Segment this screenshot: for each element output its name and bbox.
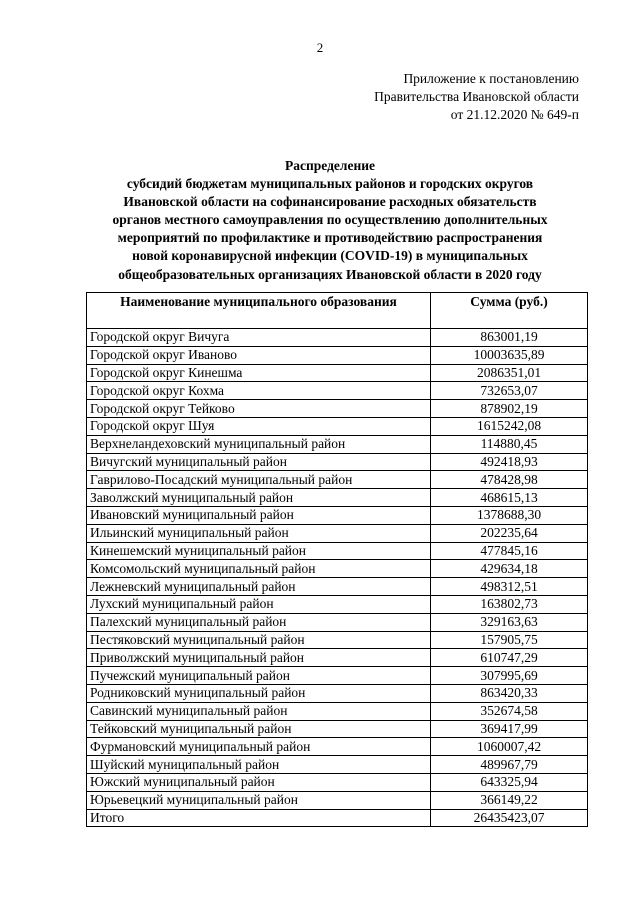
- amount-cell: 163802,73: [431, 595, 588, 613]
- appendix-line-1: Приложение к постановлению: [403, 71, 579, 86]
- municipality-name-cell: Итого: [87, 809, 431, 827]
- table-row: [87, 720, 588, 738]
- amount-cell: 1615242,08: [431, 417, 588, 435]
- municipality-name-cell: Городской округ Кохма: [87, 382, 431, 400]
- table-row: [87, 489, 588, 507]
- amount-cell: 468615,13: [431, 489, 588, 507]
- municipality-name-cell: Савинский муниципальный район: [87, 702, 431, 720]
- table-row: [87, 471, 588, 489]
- municipality-name-cell: Ивановский муниципальный район: [87, 506, 431, 524]
- amount-cell: 477845,16: [431, 542, 588, 560]
- table-row: [87, 809, 588, 827]
- municipality-name-cell: Лухский муниципальный район: [87, 595, 431, 613]
- title-line-1: Распределение: [284, 158, 376, 173]
- amount-cell: 863001,19: [431, 329, 588, 347]
- title-line-6: новой коронавирусной инфекции (COVID-19) в муниципальных: [132, 248, 528, 264]
- municipality-name-cell: Кинешемский муниципальный район: [87, 542, 431, 560]
- amount-cell: 732653,07: [431, 382, 588, 400]
- municipality-name-cell: Гаврилово-Посадский муниципальный район: [87, 471, 431, 489]
- table-row: [87, 702, 588, 720]
- amount-cell: 610747,29: [431, 649, 588, 667]
- appendix-line-2: Правительства Ивановской области: [374, 89, 579, 104]
- amount-cell: 366149,22: [431, 791, 588, 809]
- table-row: [87, 560, 588, 578]
- table-row: [87, 613, 588, 631]
- table-body: [87, 329, 588, 827]
- municipality-name-cell: Пестяковский муниципальный район: [87, 631, 431, 649]
- table-row: [87, 791, 588, 809]
- title-line-5: мероприятий по профилактике и противодействию распространения: [117, 230, 543, 246]
- municipality-name-cell: Юрьевецкий муниципальный район: [87, 791, 431, 809]
- table-row: [87, 524, 588, 542]
- table-row: [87, 667, 588, 685]
- header-name: Наименование муниципального образования: [87, 293, 431, 329]
- table-row: [87, 364, 588, 382]
- municipality-name-cell: Городской округ Иваново: [87, 346, 431, 364]
- amount-cell: 478428,98: [431, 471, 588, 489]
- table-row: [87, 382, 588, 400]
- table-header-row: [87, 293, 588, 329]
- amount-cell: 429634,18: [431, 560, 588, 578]
- municipality-name-cell: Палехский муниципальный район: [87, 613, 431, 631]
- amount-cell: 489967,79: [431, 756, 588, 774]
- table-row: [87, 435, 588, 453]
- amount-cell: 369417,99: [431, 720, 588, 738]
- distribution-table: [86, 292, 588, 827]
- table-row: [87, 684, 588, 702]
- amount-cell: 1060007,42: [431, 738, 588, 756]
- municipality-name-cell: Городской округ Шуя: [87, 417, 431, 435]
- title-line-2: субсидий бюджетам муниципальных районов и городских округов: [126, 176, 534, 192]
- municipality-name-cell: Комсомольский муниципальный район: [87, 560, 431, 578]
- title-line-7: общеобразовательных организациях Ивановской области в 2020 году: [118, 266, 542, 282]
- amount-cell: 26435423,07: [431, 809, 588, 827]
- amount-cell: 202235,64: [431, 524, 588, 542]
- title-line-3: Ивановской области на софинансирование расходных обязательств: [123, 194, 537, 210]
- amount-cell: 878902,19: [431, 400, 588, 418]
- table-row: [87, 738, 588, 756]
- title-line-4: органов местного самоуправления по осуществлению дополнительных: [112, 212, 548, 228]
- table-row: [87, 417, 588, 435]
- municipality-name-cell: Фурмановский муниципальный район: [87, 738, 431, 756]
- municipality-name-cell: Верхнеландеховский муниципальный район: [87, 435, 431, 453]
- municipality-name-cell: Городской округ Тейково: [87, 400, 431, 418]
- municipality-name-cell: Лежневский муниципальный район: [87, 578, 431, 596]
- table-row: [87, 400, 588, 418]
- appendix-line-3: от 21.12.2020 № 649-п: [450, 107, 579, 122]
- page-number: 2: [316, 40, 324, 55]
- appendix-reference: [374, 70, 579, 124]
- municipality-name-cell: Тейковский муниципальный район: [87, 720, 431, 738]
- amount-cell: 863420,33: [431, 684, 588, 702]
- municipality-name-cell: Ильинский муниципальный район: [87, 524, 431, 542]
- municipality-name-cell: Городской округ Кинешма: [87, 364, 431, 382]
- amount-cell: 492418,93: [431, 453, 588, 471]
- municipality-name-cell: Родниковский муниципальный район: [87, 684, 431, 702]
- amount-cell: 114880,45: [431, 435, 588, 453]
- amount-cell: 157905,75: [431, 631, 588, 649]
- amount-cell: 10003635,89: [431, 346, 588, 364]
- table-row: [87, 453, 588, 471]
- amount-cell: 2086351,01: [431, 364, 588, 382]
- municipality-name-cell: Шуйский муниципальный район: [87, 756, 431, 774]
- document-title: [70, 157, 590, 284]
- table-row: [87, 649, 588, 667]
- amount-cell: 643325,94: [431, 773, 588, 791]
- municipality-name-cell: Южский муниципальный район: [87, 773, 431, 791]
- municipality-name-cell: Городской округ Вичуга: [87, 329, 431, 347]
- amount-cell: 1378688,30: [431, 506, 588, 524]
- amount-cell: 307995,69: [431, 667, 588, 685]
- amount-cell: 498312,51: [431, 578, 588, 596]
- table-row: [87, 578, 588, 596]
- municipality-name-cell: Заволжский муниципальный район: [87, 489, 431, 507]
- municipality-name-cell: Вичугский муниципальный район: [87, 453, 431, 471]
- municipality-name-cell: Пучежский муниципальный район: [87, 667, 431, 685]
- amount-cell: 329163,63: [431, 613, 588, 631]
- table-row: [87, 631, 588, 649]
- amount-cell: 352674,58: [431, 702, 588, 720]
- table-row: [87, 595, 588, 613]
- table-row: [87, 773, 588, 791]
- table-row: [87, 329, 588, 347]
- table-row: [87, 756, 588, 774]
- municipality-name-cell: Приволжский муниципальный район: [87, 649, 431, 667]
- table-row: [87, 346, 588, 364]
- header-sum: Сумма (руб.): [431, 293, 588, 329]
- table-row: [87, 542, 588, 560]
- table-row: [87, 506, 588, 524]
